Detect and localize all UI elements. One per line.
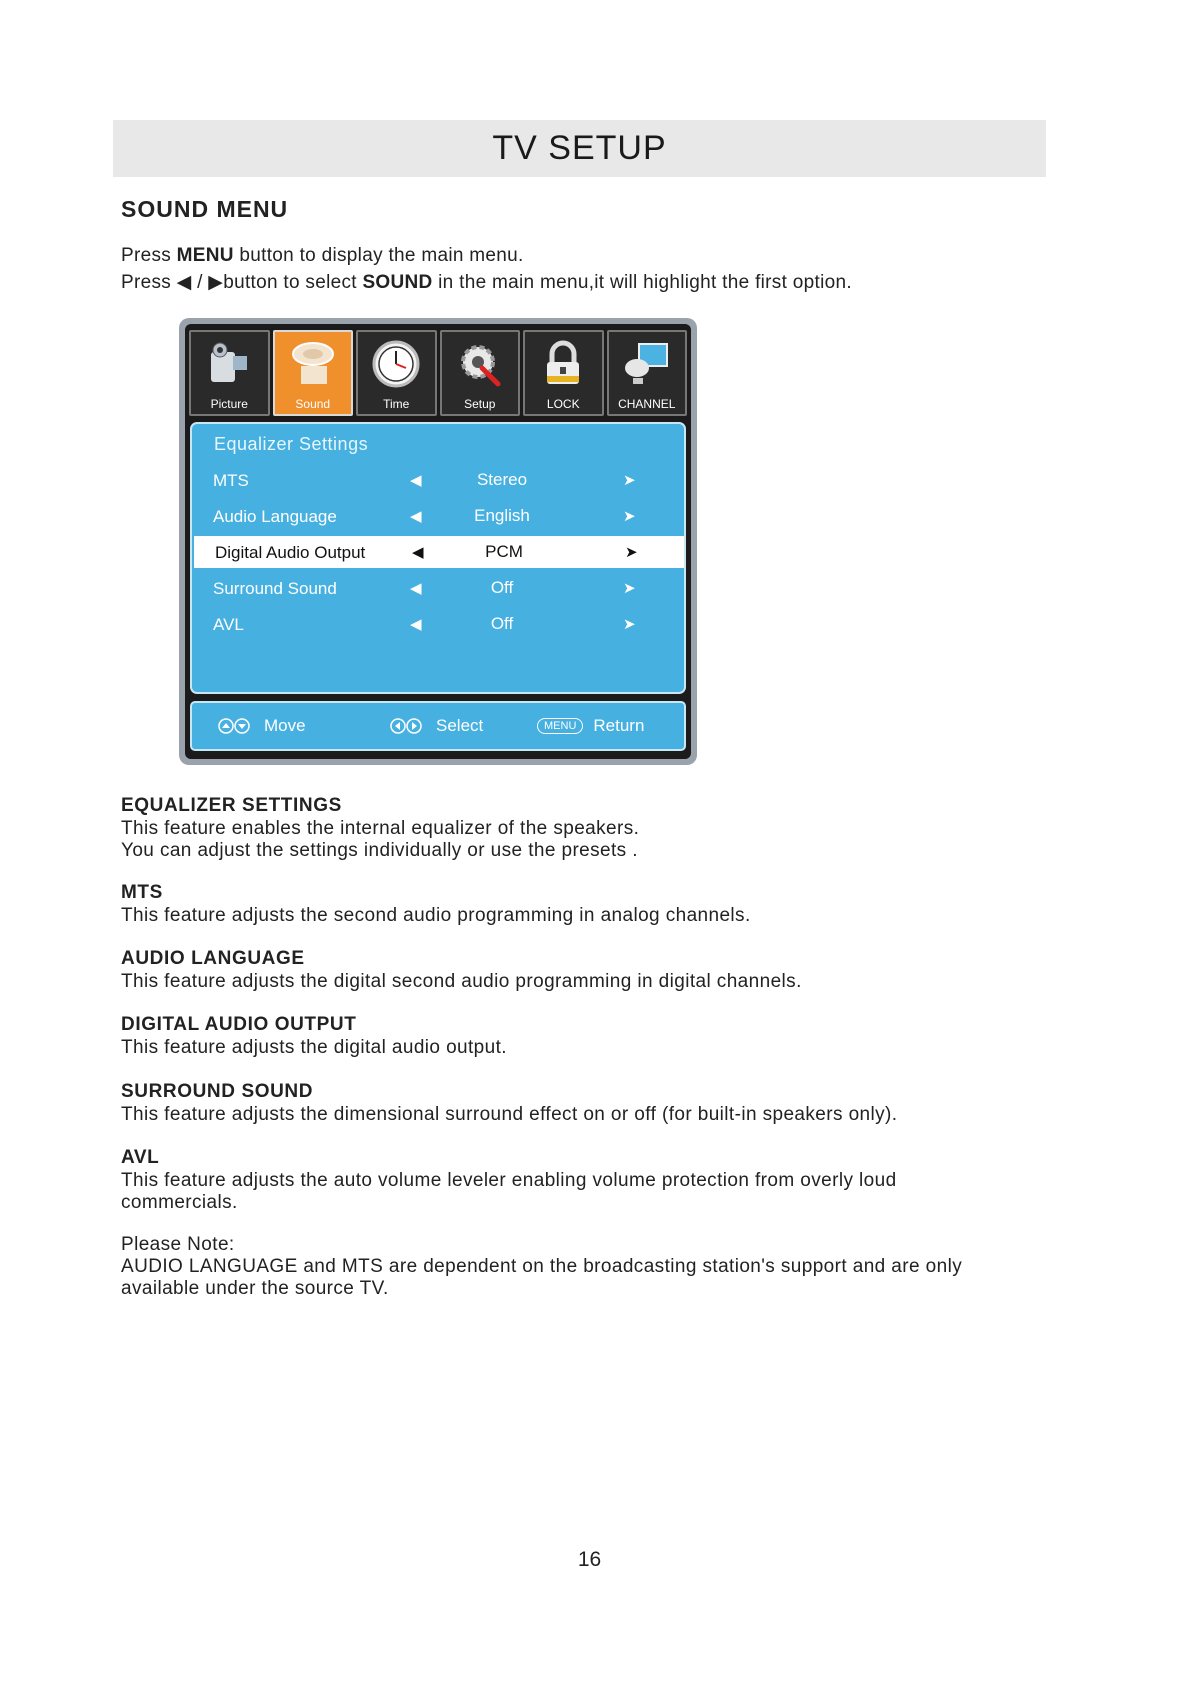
- clock-icon: [370, 338, 422, 390]
- tab-label: LOCK: [546, 397, 580, 411]
- menu-row-digital-audio-output[interactable]: [194, 536, 684, 568]
- tv-sound-menu-screenshot: [179, 318, 697, 765]
- intro-text: [121, 242, 852, 296]
- section-heading: EQUALIZER SETTINGS: [121, 795, 342, 816]
- hint-move: [218, 716, 306, 736]
- padlock-icon: [537, 338, 589, 390]
- menu-help-bar: [190, 701, 686, 751]
- arrow-right-icon[interactable]: ➤: [623, 472, 636, 489]
- equalizer-settings-item[interactable]: Equalizer Settings: [214, 434, 369, 454]
- section-heading: SURROUND SOUND: [121, 1081, 314, 1102]
- menu-row-surround-sound[interactable]: [192, 572, 684, 604]
- row-label: Surround Sound: [213, 579, 337, 598]
- text-line: This feature adjusts the auto volume leveler enabling volume protection from overly loud: [121, 1170, 897, 1191]
- tab-label: Setup: [464, 397, 496, 411]
- text-line: commercials.: [121, 1192, 238, 1213]
- arrow-right-icon[interactable]: ➤: [623, 580, 636, 597]
- arrow-left-icon[interactable]: ◀: [410, 580, 422, 597]
- menu-row-avl[interactable]: [192, 608, 684, 640]
- tab-label: Time: [383, 397, 410, 411]
- section-heading: AUDIO LANGUAGE: [121, 948, 305, 969]
- row-value: Off: [490, 578, 514, 597]
- tv-menu-frame: [185, 324, 691, 759]
- row-label: MTS: [213, 471, 249, 490]
- section-text: [121, 971, 1041, 993]
- section-text: [121, 905, 1041, 927]
- section-text: [121, 1037, 1041, 1059]
- tab-setup[interactable]: [440, 330, 521, 416]
- text-line: You can adjust the settings individually or use the presets .: [121, 840, 638, 861]
- left-right-buttons-icon: [390, 718, 422, 734]
- row-value: PCM: [485, 542, 523, 561]
- arrow-left-icon[interactable]: ◀: [410, 472, 422, 489]
- arrow-left-icon[interactable]: ◀: [410, 616, 422, 633]
- text-line: available under the source TV.: [121, 1278, 389, 1299]
- satellite-dish-icon: [621, 338, 673, 390]
- hint-select: [390, 716, 483, 736]
- sound-settings-panel: [190, 422, 686, 694]
- row-label: Digital Audio Output: [215, 543, 366, 562]
- text-line: This feature adjusts the digital second audio programming in digital channels.: [121, 971, 802, 992]
- text-line: This feature enables the internal equalizer of the speakers.: [121, 818, 640, 839]
- tab-lock[interactable]: [523, 330, 604, 416]
- page-number: 16: [577, 1548, 602, 1571]
- text-line: This feature adjusts the dimensional surround effect on or off (for built-in speakers only).: [121, 1104, 898, 1125]
- section-title: SOUND MENU: [121, 196, 289, 222]
- camcorder-icon: [203, 338, 255, 390]
- tab-label: Picture: [210, 397, 248, 411]
- tab-label: Sound: [295, 397, 331, 411]
- section-heading: MTS: [121, 882, 163, 903]
- menu-row-audio-language[interactable]: [192, 500, 684, 532]
- row-value: Stereo: [476, 470, 528, 489]
- page-banner: TV SETUP: [113, 120, 1046, 177]
- note-block: [121, 1234, 1041, 1300]
- row-value: Off: [490, 614, 514, 633]
- text-line: This feature adjusts the digital audio output.: [121, 1037, 507, 1058]
- hint-label: Move: [264, 716, 306, 735]
- section-text: [121, 818, 1041, 862]
- arrow-right-icon[interactable]: ➤: [623, 616, 636, 633]
- up-down-buttons-icon: [218, 718, 250, 734]
- text-line: AUDIO LANGUAGE and MTS are dependent on the broadcasting station's support and are only: [121, 1256, 963, 1277]
- tab-channel[interactable]: [607, 330, 688, 416]
- intro-line-1: Press MENU button to display the main menu.: [121, 245, 524, 266]
- tab-sound[interactable]: [273, 330, 354, 416]
- row-value: English: [474, 506, 530, 525]
- tab-time[interactable]: [356, 330, 437, 416]
- hint-label: Select: [436, 716, 484, 735]
- section-text: [121, 1104, 1041, 1126]
- tab-picture[interactable]: [189, 330, 270, 416]
- arrow-right-icon[interactable]: ➤: [623, 508, 636, 525]
- note-title: Please Note:: [121, 1234, 235, 1255]
- intro-line-2: Press ◀ / ▶button to select SOUND in the main menu,it will highlight the first option.: [121, 272, 852, 293]
- hint-label: Return: [593, 716, 645, 735]
- arrow-right-icon[interactable]: ➤: [625, 544, 638, 561]
- hint-return: [537, 716, 644, 736]
- section-text: [121, 1170, 1041, 1214]
- menu-key-icon: MENU: [537, 718, 583, 734]
- gear-wrench-icon: [454, 338, 506, 390]
- tab-label: CHANNEL: [618, 397, 676, 411]
- text-line: This feature adjusts the second audio programming in analog channels.: [121, 905, 751, 926]
- section-heading: AVL: [121, 1147, 160, 1168]
- menu-row-mts[interactable]: [192, 464, 684, 496]
- arrow-left-icon[interactable]: ◀: [410, 508, 422, 525]
- row-label: AVL: [213, 615, 244, 634]
- section-heading: DIGITAL AUDIO OUTPUT: [121, 1014, 357, 1035]
- menu-tab-bar: [189, 330, 687, 416]
- speaker-icon: [287, 338, 339, 390]
- row-label: Audio Language: [213, 507, 337, 526]
- arrow-left-icon[interactable]: ◀: [412, 544, 424, 561]
